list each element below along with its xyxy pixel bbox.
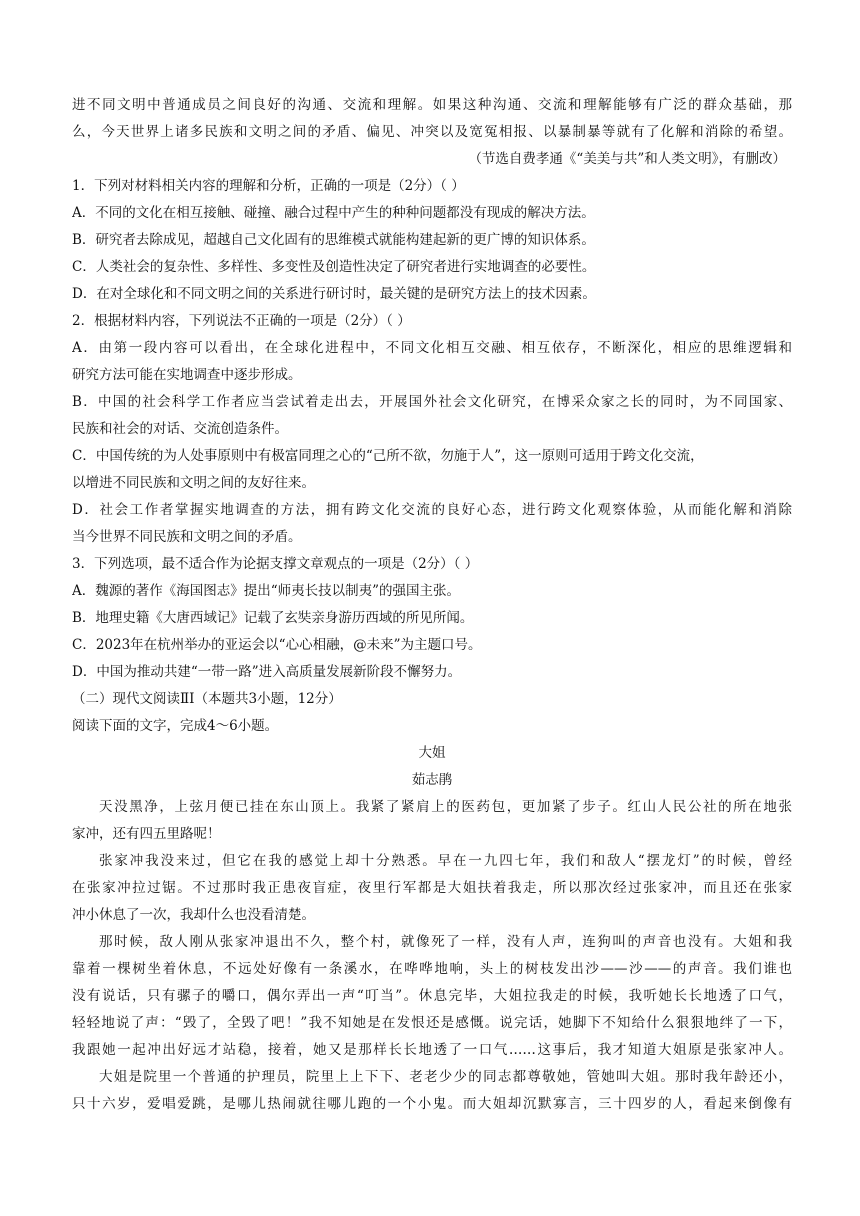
question-2-option-a-cont: 研究方法可能在实地调查中逐步形成。 bbox=[72, 367, 302, 383]
story-paragraph: 那时候，敌人刚从张家冲退出不久，整个村，就像死了一样，没有人声，连狗叫的声音也没有。大姐和我 bbox=[99, 934, 792, 950]
question-2-option-a: A．由第一段内容可以看出，在全球化进程中，不同文化相互交融、相互依存，不断深化，相应的思维逻辑和 bbox=[72, 340, 792, 356]
intro-line: 进不同文明中普通成员之间良好的沟通、交流和理解。如果这种沟通、交流和理解能够有广泛的群众基础，那 bbox=[72, 97, 792, 113]
story-paragraph: 张家冲我没来过，但它在我的感觉上却十分熟悉。早在一九四七年，我们和敌人“摆龙灯”的时候，曾经 bbox=[99, 853, 792, 869]
story-paragraph-cont: 只十六岁，爱唱爱跳，是哪儿热闹就往哪儿跑的一个小鬼。而大姐却沉默寡言，三十四岁的人，看起来倒像有 bbox=[72, 1096, 792, 1112]
story-paragraph-cont: 冲小休息了一次，我却什么也没看清楚。 bbox=[72, 907, 315, 923]
question-1-stem: 1．下列对材料相关内容的理解和分析，正确的一项是（2分）（ ） bbox=[72, 178, 465, 194]
story-paragraph-cont: 轻轻地说了声：“毁了，全毁了吧！”我不知她是在发恨还是感慨。说完话，她脚下不知给什么狠狠地绊了一下， bbox=[72, 1015, 792, 1031]
question-1-option-c: C．人类社会的复杂性、多样性、多变性及创造性决定了研究者进行实地调查的必要性。 bbox=[72, 259, 596, 275]
question-2-option-b-cont: 民族和社会的对话、交流创造条件。 bbox=[72, 421, 288, 437]
question-2-option-b: B．中国的社会科学工作者应当尝试着走出去，开展国外社会文化研究，在博采众家之长的同时，为不同国家、 bbox=[72, 394, 792, 410]
intro-line: 么，今天世界上诸多民族和文明之间的矛盾、偏见、冲突以及宽冤相报、以暴制暴等就有了化解和消除的希望。 bbox=[72, 124, 792, 140]
story-paragraph-cont: 没有说话，只有骡子的嚼口，偶尔弄出一声“叮当”。休息完毕，大姐拉我走的时候，我听她长长地透了口气， bbox=[72, 988, 792, 1004]
story-author: 茹志鹃 bbox=[411, 772, 453, 788]
question-3-option-c: C．2023年在杭州举办的亚运会以“心心相融，@未来”为主题口号。 bbox=[72, 637, 482, 653]
section-instruction: 阅读下面的文字，完成4～6小题。 bbox=[72, 718, 279, 734]
story-paragraph-cont: 家冲，还有四五里路呢！ bbox=[72, 826, 221, 842]
question-2-option-d: D．社会工作者掌握实地调查的方法，拥有跨文化交流的良好心态，进行跨文化观察体验，从而能化解和消除 bbox=[72, 502, 792, 518]
story-paragraph: 大姐是院里一个普通的护理员，院里上上下下、老老少少的同志都尊敬她，管她叫大姐。那时我年龄还小， bbox=[99, 1069, 792, 1085]
question-2-option-c: C．中国传统的为人处事原则中有极富同理之心的“己所不欲，勿施于人”，这一原则可适用于跨文化交流， bbox=[72, 448, 704, 464]
story-title: 大姐 bbox=[418, 745, 446, 761]
story-paragraph: 天没黑净，上弦月便已挂在东山顶上。我紧了紧肩上的医药包，更加紧了步子。红山人民公社的所在地张 bbox=[99, 799, 792, 815]
question-2-option-c-cont: 以增进不同民族和文明之间的友好往来。 bbox=[72, 475, 315, 491]
question-2-stem: 2．根据材料内容，下列说法不正确的一项是（2分）（ ） bbox=[72, 313, 411, 329]
question-1-option-a: A．不同的文化在相互接触、碰撞、融合过程中产生的种种问题都没有现成的解决方法。 bbox=[72, 205, 595, 221]
question-3-option-a: A．魏源的著作《海国图志》提出“师夷长技以制夷”的强国主张。 bbox=[72, 583, 461, 599]
document-page bbox=[72, 92, 792, 1118]
story-paragraph-cont: 在张家冲拉过锯。不过那时我正患夜盲症，夜里行军都是大姐扶着我走，所以那次经过张家冲，而且还在张家 bbox=[72, 880, 792, 896]
question-3-option-d: D．中国为推动共建“一带一路”进入高质量发展新阶段不懈努力。 bbox=[72, 664, 462, 680]
question-2-option-d-cont: 当今世界不同民族和文明之间的矛盾。 bbox=[72, 529, 302, 545]
question-3-option-b: B．地理史籍《大唐西域记》记载了玄奘亲身游历西域的所见所闻。 bbox=[72, 610, 474, 626]
section-heading: （二）现代文阅读ⅡI（本题共3小题，12分） bbox=[72, 691, 342, 707]
story-paragraph-cont: 我跟她一起冲出好远才站稳，接着，她又是那样长长地透了一口气……这事后，我才知道大姐原是张家冲人。 bbox=[72, 1042, 792, 1058]
story-paragraph-cont: 靠着一棵树坐着休息，不远处好像有一条溪水，在哗哗地响，头上的树枝发出沙——沙——的声音。我们谁也 bbox=[72, 961, 792, 977]
source-citation: （节选自费孝通《“美美与共”和人类文明》，有删改） bbox=[468, 151, 786, 167]
question-1-option-b: B．研究者去除成见，超越自己文化固有的思维模式就能构建起新的更广博的知识体系。 bbox=[72, 232, 595, 248]
question-1-option-d: D．在对全球化和不同文明之间的关系进行研讨时，最关键的是研究方法上的技术因素。 bbox=[72, 286, 596, 302]
question-3-stem: 3．下列选项，最不适合作为论据支撑文章观点的一项是（2分）（ ） bbox=[72, 556, 479, 572]
